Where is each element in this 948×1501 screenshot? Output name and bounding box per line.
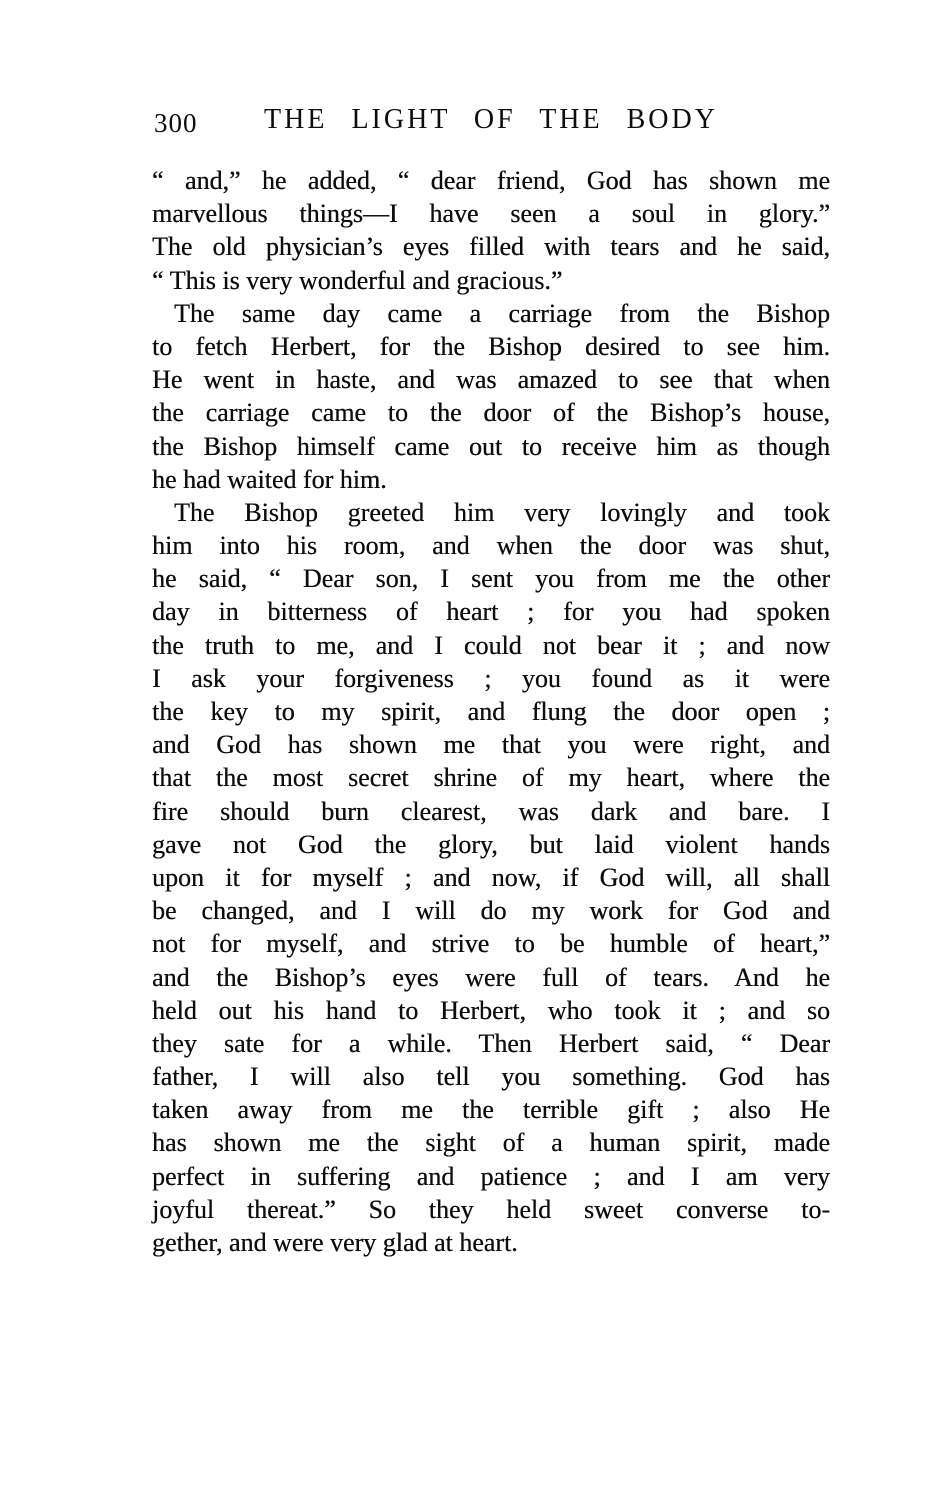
text-line: held out his hand to Herbert, who took it ; and so xyxy=(152,995,830,1025)
text-line: day in bitterness of heart ; for you had spoken xyxy=(152,597,830,627)
text-block xyxy=(152,104,830,1259)
text-line: The Bishop greeted him very lovingly and took xyxy=(174,497,830,527)
text-line: be changed, and I will do my work for God and xyxy=(152,896,830,926)
text-line: the Bishop himself came out to receive him as though xyxy=(152,431,830,461)
text-line: perfect in suffering and patience ; and I am very xyxy=(152,1161,830,1191)
text-line: him into his room, and when the door was shut, xyxy=(152,531,830,561)
text-line: taken away from me the terrible gift ; also He xyxy=(152,1095,830,1125)
page-body xyxy=(152,164,830,1259)
text-line: “ This is very wonderful and gracious.” xyxy=(152,265,563,295)
text-line: he said, “ Dear son, I sent you from me the other xyxy=(152,564,830,594)
text-line: I ask your forgiveness ; you found as it were xyxy=(152,663,830,693)
text-line: father, I will also tell you something. God has xyxy=(152,1062,830,1092)
text-line: joyful thereat.” So they held sweet converse to- xyxy=(152,1194,830,1224)
text-line: the truth to me, and I could not bear it ; and now xyxy=(152,630,830,660)
text-line: the key to my spirit, and flung the door open ; xyxy=(152,697,830,726)
page-number: 300 xyxy=(154,108,198,138)
text-line: has shown me the sight of a human spirit, made xyxy=(152,1128,830,1158)
text-line: gether, and were very glad at heart. xyxy=(152,1228,518,1257)
text-line: to fetch Herbert, for the Bishop desired to see him. xyxy=(152,331,830,361)
text-line: gave not God the glory, but laid violent hands xyxy=(152,829,830,859)
page-header xyxy=(152,104,830,140)
text-line: and God has shown me that you were right, and xyxy=(152,730,830,760)
text-line: they sate for a while. Then Herbert said, “ Dear xyxy=(152,1028,830,1058)
text-line: that the most secret shrine of my heart, where the xyxy=(152,763,830,793)
running-title: THE LIGHT OF THE BODY xyxy=(264,104,718,135)
text-line: The old physician’s eyes filled with tears and he said, xyxy=(152,232,830,262)
text-line: not for myself, and strive to be humble of heart,” xyxy=(152,929,830,959)
text-line: and the Bishop’s eyes were full of tears. And he xyxy=(152,962,830,992)
text-line: He went in haste, and was amazed to see that when xyxy=(152,365,830,395)
text-line: “ and,” he added, “ dear friend, God has shown me xyxy=(152,166,830,195)
text-line: he had waited for him. xyxy=(152,464,387,494)
text-line: upon it for myself ; and now, if God will, all shall xyxy=(152,862,830,892)
text-line: The same day came a carriage from the Bishop xyxy=(174,298,830,328)
text-line: fire should burn clearest, was dark and bare. I xyxy=(152,796,830,826)
text-line: marvellous things—I have seen a soul in glory.” xyxy=(152,199,830,229)
text-line: the carriage came to the door of the Bishop’s house, xyxy=(152,398,830,428)
